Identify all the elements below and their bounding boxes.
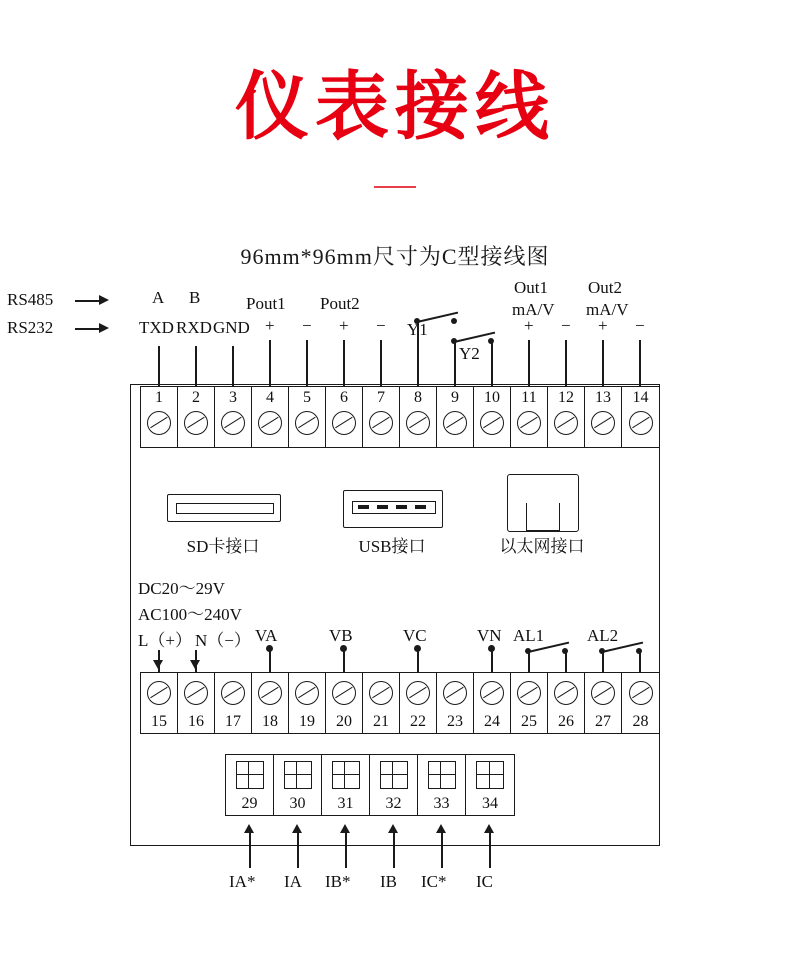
terminal-10: 10 (474, 387, 511, 447)
screw-icon (406, 681, 430, 705)
label-pout1: Pout1 (246, 294, 286, 313)
ct-screw-icon (332, 761, 360, 789)
pout1-plus: + (265, 316, 275, 335)
sd-card-caption: SD卡接口 (186, 537, 260, 556)
lead-12 (565, 340, 567, 386)
terminal-8: 8 (400, 387, 437, 447)
label-out2-unit: mA/V (586, 300, 629, 319)
lead-4 (269, 340, 271, 386)
label-pout2: Pout2 (320, 294, 360, 313)
screw-icon (147, 681, 171, 705)
lead-32-arrow (388, 824, 398, 833)
screw-icon (369, 681, 393, 705)
lead-13 (602, 340, 604, 386)
terminal-32: 32 (370, 755, 418, 815)
screw-icon (184, 681, 208, 705)
terminal-33: 33 (418, 755, 466, 815)
label-ac-range: AC100～240V (138, 605, 242, 624)
screw-icon (480, 681, 504, 705)
lead-31-arrow (340, 824, 350, 833)
diagram-canvas (7, 278, 745, 934)
terminal-34: 34 (466, 755, 514, 815)
terminal-27: 27 (585, 673, 622, 733)
terminal-30: 30 (274, 755, 322, 815)
lead-32 (393, 830, 395, 868)
screw-icon (629, 681, 653, 705)
lead-16-arrow (190, 660, 200, 669)
lead-14 (639, 340, 641, 386)
sd-card-slot-icon (167, 494, 281, 522)
label-gnd: GND (213, 318, 250, 337)
page-title: 仪表接线 (235, 65, 555, 148)
lead-31 (345, 830, 347, 868)
screw-icon (517, 411, 541, 435)
screw-icon (443, 411, 467, 435)
rs485-arrow-head (99, 295, 109, 305)
lead-9 (454, 342, 456, 386)
lead-7 (380, 340, 382, 386)
ct-screw-icon (476, 761, 504, 789)
label-txd: TXD (139, 318, 174, 337)
out2-plus: + (598, 316, 608, 335)
screw-icon (554, 411, 578, 435)
out2-minus: − (635, 316, 645, 335)
terminal-26: 26 (548, 673, 585, 733)
screw-icon (554, 681, 578, 705)
terminal-13: 13 (585, 387, 622, 447)
label-b: B (189, 288, 201, 307)
pout2-minus: − (376, 316, 386, 335)
ct-screw-icon (284, 761, 312, 789)
out1-minus: − (561, 316, 571, 335)
lead-33 (441, 830, 443, 868)
terminal-22: 22 (400, 673, 437, 733)
label-rs232: RS232 (7, 318, 54, 337)
terminal-3: 3 (215, 387, 252, 447)
node-vn (488, 645, 495, 652)
terminal-5: 5 (289, 387, 326, 447)
out1-plus: + (524, 316, 534, 335)
lead-10 (491, 342, 493, 386)
node-vb (340, 645, 347, 652)
screw-icon (221, 681, 245, 705)
lead-30-arrow (292, 824, 302, 833)
terminal-18: 18 (252, 673, 289, 733)
terminal-17: 17 (215, 673, 252, 733)
label-n-minus: N（−） (195, 631, 251, 650)
label-out1: Out1 (514, 278, 548, 297)
lead-2 (195, 346, 197, 386)
label-ia: IA (284, 872, 302, 891)
terminal-strip-ct (225, 754, 515, 816)
screw-icon (406, 411, 430, 435)
terminal-11: 11 (511, 387, 548, 447)
terminal-31: 31 (322, 755, 370, 815)
pout1-minus: − (302, 316, 312, 335)
terminal-29: 29 (226, 755, 274, 815)
lead-30 (297, 830, 299, 868)
screw-icon (295, 411, 319, 435)
terminal-12: 12 (548, 387, 585, 447)
terminal-14: 14 (622, 387, 659, 447)
rs232-arrow-head (99, 323, 109, 333)
lead-5 (306, 340, 308, 386)
lead-28 (639, 652, 641, 672)
label-a: A (152, 288, 165, 307)
label-ib-star: IB* (325, 872, 351, 891)
label-out2: Out2 (588, 278, 622, 297)
title-divider (374, 186, 416, 188)
terminal-4: 4 (252, 387, 289, 447)
pout2-plus: + (339, 316, 349, 335)
screw-icon (629, 411, 653, 435)
terminal-7: 7 (363, 387, 400, 447)
usb-port-icon (343, 490, 443, 528)
terminal-2: 2 (178, 387, 215, 447)
label-rxd: RXD (176, 318, 212, 337)
label-al2: AL2 (587, 626, 619, 645)
lead-29 (249, 830, 251, 868)
screw-icon (517, 681, 541, 705)
node-va (266, 645, 273, 652)
label-rs485: RS485 (7, 290, 54, 309)
lead-15-arrow (153, 660, 163, 669)
label-al1: AL1 (513, 626, 545, 645)
terminal-25: 25 (511, 673, 548, 733)
label-out1-unit: mA/V (512, 300, 555, 319)
screw-icon (369, 411, 393, 435)
lead-6 (343, 340, 345, 386)
screw-icon (332, 681, 356, 705)
terminal-20: 20 (326, 673, 363, 733)
lead-25 (528, 652, 530, 672)
lead-1 (158, 346, 160, 386)
ct-screw-icon (236, 761, 264, 789)
label-y2: Y2 (459, 344, 480, 363)
terminal-6: 6 (326, 387, 363, 447)
lead-29-arrow (244, 824, 254, 833)
screw-icon (258, 411, 282, 435)
label-dc-range: DC20～29V (138, 579, 225, 598)
terminal-strip-middle (140, 672, 660, 734)
screw-icon (480, 411, 504, 435)
node-vc (414, 645, 421, 652)
lead-33-arrow (436, 824, 446, 833)
screw-icon (443, 681, 467, 705)
screw-icon (332, 411, 356, 435)
terminal-21: 21 (363, 673, 400, 733)
ct-screw-icon (380, 761, 408, 789)
terminal-28: 28 (622, 673, 659, 733)
screw-icon (221, 411, 245, 435)
screw-icon (591, 681, 615, 705)
terminal-16: 16 (178, 673, 215, 733)
label-va: VA (255, 626, 278, 645)
terminal-strip-top (140, 386, 660, 448)
page-subtitle: 96mm*96mm尺寸为C型接线图 (240, 244, 550, 269)
screw-icon (591, 411, 615, 435)
screw-icon (258, 681, 282, 705)
label-ib: IB (380, 872, 397, 891)
terminal-19: 19 (289, 673, 326, 733)
lead-34 (489, 830, 491, 868)
lead-11 (528, 340, 530, 386)
usb-caption: USB接口 (358, 537, 426, 556)
label-ia-star: IA* (229, 872, 256, 891)
ct-screw-icon (428, 761, 456, 789)
terminal-24: 24 (474, 673, 511, 733)
screw-icon (184, 411, 208, 435)
terminal-15: 15 (141, 673, 178, 733)
terminal-23: 23 (437, 673, 474, 733)
screw-icon (147, 411, 171, 435)
terminal-1: 1 (141, 387, 178, 447)
label-vn: VN (477, 626, 502, 645)
label-ic: IC (476, 872, 493, 891)
terminal-9: 9 (437, 387, 474, 447)
rs485-arrow-line (75, 300, 101, 302)
ethernet-port-icon (507, 474, 579, 532)
label-ic-star: IC* (421, 872, 447, 891)
label-vb: VB (329, 626, 353, 645)
lead-26 (565, 652, 567, 672)
lead-27 (602, 652, 604, 672)
label-y1: Y1 (407, 320, 428, 339)
label-vc: VC (403, 626, 427, 645)
screw-icon (295, 681, 319, 705)
lead-34-arrow (484, 824, 494, 833)
rs232-arrow-line (75, 328, 101, 330)
ethernet-caption: 以太网接口 (499, 537, 585, 556)
label-l-plus: L（+） (138, 631, 192, 650)
lead-3 (232, 346, 234, 386)
